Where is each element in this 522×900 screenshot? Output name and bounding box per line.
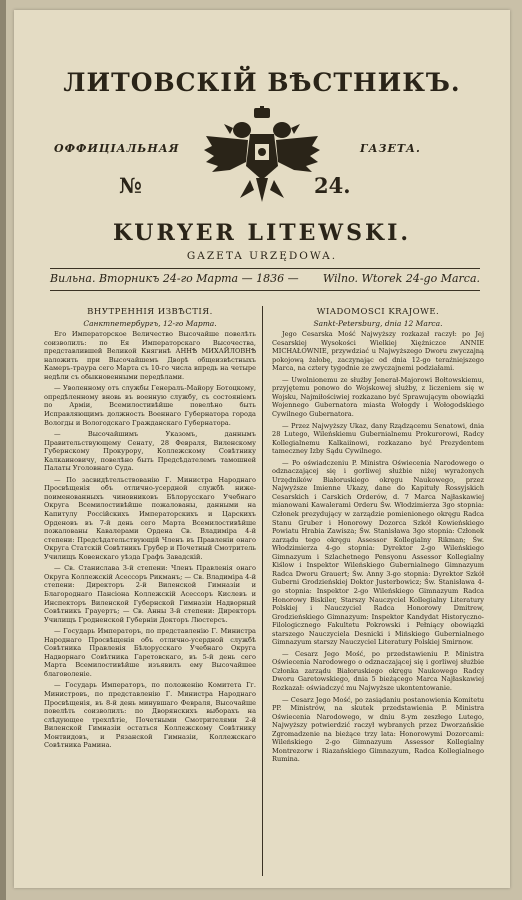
dateline-russian: Вильна. Вторникъ 24-го Марта — 1836 —	[50, 272, 299, 285]
paragraph: — Св. Станислава 3-й степени: Членъ Правленія онаго Округа Коллежскій Асессоръ Рикманъ; — Св. Владиміра 4-й степени: Директоръ 2-й Виленской Гимназіи и Благороднаго Пансіона Коллежскій Асессоръ Кислевъ и Инспекторъ Виленской Губернской Гимназіи Надворный Совѣтникъ Грауертъ; — Св. Анны 3-й степени: Директоръ Училищъ Гродненской Губерніи Докторъ Люстерсъ.	[44, 564, 256, 624]
paragraph: — Przez Najwyższy Ukaz, dany Rządzącemu Senatowi, dnia 28 Lutego, Wileńskiemu Gubernialnemu Prokurorowi, Radcy Kollegialnemu Kalkaiinowi, rozkazano być Prezydentem tameczney Izby Sądu Cywilnego.	[272, 421, 484, 456]
paragraph: Его Императорское Величество Высочайше повелѣть соизволилъ: по Ея Императорскаго Высочества, представлившей Великой Княгинѣ АННѢ МИХАЙЛОВНѢ наложить при Высочайшемъ Дворѣ общеизвѣстныхъ Камеръ-траура сего Марта съ 10-го числа впредь на четыре недѣли съ обыкновенными передѣлами.	[44, 330, 256, 381]
right-column-heading: WIADOMOŚCI KRAJOWE.	[316, 308, 440, 317]
paragraph: Jego Cesarska Mość Najwyższy rozkazał raczył: po Jej Cesarskiej Wysokości Wielkiej Xiężniczce ANNIE MICHAŁOWNIE, przywdziać u Najwyższego Dworu zwyczajną pokojową żałobę, zaczynając od dnia 12-go teraźniejszego Marca, na cztery tygodnie ze zwyczajnemi podziałami.	[272, 330, 484, 373]
paragraph: — Uwolnionemu ze służby Jenerał-Majorowi Bołtowskiemu, przyjętemu ponowo do Wojskowej służby, z liczeniem się w Wojsku, Najmiłościwiej rozkazano być Sprawującym obowiązki Wojennego Gubernatora miasta Wołogdy i Wołogodskiego Cywilnego Gubernatora.	[272, 375, 484, 419]
rule-bottom	[50, 290, 480, 291]
title-russian: ЛИТОВСКІЙ ВѢСТНИКЪ.	[63, 68, 461, 97]
issue-number: 24.	[314, 173, 351, 198]
newspaper-page	[14, 10, 510, 888]
paragraph: — Уволенному отъ службы Генералъ-Майору Ботоцкому, опредѣленному вновь въ военную службу, съ состояніемъ по Арміи, Всемилостивѣйше повелѣно быть Исправляющимъ должность Военнаго Губернатора города Вологды и Вологодскаго Гражданскаго Губернатора.	[44, 384, 256, 427]
right-masthead-word: ГАЗЕТА.	[360, 142, 421, 155]
left-column	[44, 308, 256, 753]
paragraph: — Cesarz Jego Mość, po zasiądaniu postanowienia Komitetu PP. Ministrów, na skutek przedstawienia P. Ministra Oświecenia Narodowego, w dniu 8-ym zeszłego Lutego, Najwyższy potwierdzić raczył wybranych przez Dworzańskie Zgromadzenie na bieżące trzy lata: Honorowymi Dozorcami: Wileńskiego 2-go Gimnazyum Assessor Kollegialny Montrezorw i Riazańskiego Gimnazyum, Radca Kollegialnego Rumina.	[272, 695, 484, 764]
double-headed-eagle-icon	[200, 106, 324, 210]
paragraph: — По засвидѣтельствованію Г. Министра Народнаго Просвѣщенія объ отлично-усердной службѣ ниже-поименованныхъ чиновниковъ Бѣлорусскаго Учебнаго Округа Всемилостивѣйше пожалованы, данными на Капитулу Россійскихъ Императорскихъ и Царскихъ Орденовъ въ 7-й день сего Марта Всемилостивѣйше пожалованы Кавалерами Ордена Св. Владиміра 4-й степени: Предсѣдательствующій Членъ въ Правленіи онаго Округа Статскій Совѣтникъ Грубер и Почетный Смотритель Училищъ Ковенскаго уѣзда Графъ Завадскій.	[44, 475, 256, 561]
paragraph: — Государь Императоръ, по положенію Комитета Гг. Министровъ, по представленію Г. Министра Народнаго Просвѣщенія, въ 8-й день минувшаго Февраля, Высочайше повелѣть соизволилъ: по Дворянскихъ выборахъ на слѣдующее трехлѣтіе, Почетными Смотрителями 2-й Виленской Гимназіи остаться Коллежскому Совѣтнику Монтвидовъ, и Рязанской Гимназіи, Коллежскаго Совѣтника Рамина.	[44, 681, 256, 750]
paragraph: — Cesarz Jego Mość, po przedstawieniu P. Ministra Oświecenia Narodowego o odznaczającej się i gorliwej służbie Członka zarządu Białoruskiego okręgu Naukowego Radcy Dworu Garetowskiego, dnia 5 bieżącego Marca Najłaskawiej Rozkazał: oświadczyć mu Najwyższe ukontentowanie.	[272, 649, 484, 692]
left-masthead-word: ОФФИЦІАЛЬНАЯ	[54, 142, 180, 155]
left-column-date: Санктпетербургъ, 12-го Марта.	[83, 318, 217, 328]
left-column-heading: ВНУТРЕННІЯ ИЗВѢСТІЯ.	[87, 308, 213, 317]
right-column-date: Sankt-Petersburg, dnia 12 Marca.	[313, 318, 443, 328]
paragraph: — Высочайшимъ Указомъ, даннымъ Правительствующему Сенату, 28 Февраля, Виленскому Губернскому Прокурору, Коллежскому Совѣтнику Калкаиновичу, повелѣно быть Предсѣдателемъ тамошней Палаты Уголовнаго Суда.	[44, 430, 256, 473]
rule-top	[50, 268, 480, 269]
paragraph: — Po oświadczeniu P. Ministra Oświecenia Narodowego o odznaczającej się i gorliwej służbie niżej wyrażonych Urzędników Białoruskiego okręgu Naukowego, przez Najwyższe Imienne Ukazy, dane do Kapituły Rossyjskich Cesarskich i Carskich Orderów, d. 7 Marca Najłaskawiej mianowani Kawalerami Orderu Św. Włodzimierza 3go stopnia: Członek prezydujący w zarządzie pomienionego okręgu Radca Stanu Gruber i Honorowy Dozorca Szkół Kowieńskiego Powiatu Hrabia Zawisza; Św. Stanisława 3go stopnia: Członek zarządu tego okręgu Assessor Kollegialny Rikman; Św. Włodzimierza 4-go stopnia: Dyrektor 2-go Wileńskiego Gimnazyum i Szlachetnego Pensyonu Assessor Kollegialny Kiślow i Inspektor Wileńskiego Gubernialnego Gimnazyum Radca Dworu Grauert; Św. Anny 3-go stopnia: Dyrektor Szkół Guberni Grodzieńskiej Doktor Justerbowicz; Św. Stanisława 4-go stopnia: Inspektor 2-go Wileńskiego Gimnazyum Radca Honorowy Biskiler, Starszy Nauczyciel Kollegialny Literatury Polskiej i Nauczyciel Radca Honorowy Dmitrew, Grodzieńskiego Gimnazyum: Inspektor Kandydat Historyczno-Filologicznego Fakultetu Pokrowski i Pełniący obowiązki starszego Nauczyciela Desnicki i Mińskiego Gubernialnego Gimnazyum starszy Nauczyciel Literatury Polskiej Smirnow.	[272, 458, 484, 647]
subtitle-polish: GAZETA URZĘDOWA.	[186, 250, 338, 262]
dateline	[50, 272, 480, 285]
paragraph: — Государь Императоръ, по представленію Г. Министра Народнаго Просвѣщенія объ отлично-усердной службѣ Совѣтника Правленія Бѣлорусскаго Учебнаго Округа Надворнаго Совѣтника Гаретовскаго, въ 5-й день сего Марта Всемилостивѣйше изъявилъ ему Высочайшее благоволеніе.	[44, 627, 256, 678]
number-label: №	[119, 173, 142, 198]
right-column	[272, 308, 484, 767]
scan-edge	[0, 0, 6, 900]
column-divider	[262, 306, 263, 876]
dateline-polish: Wilno. Wtorek 24-go Marca.	[322, 272, 480, 285]
title-polish: KURYER LITEWSKI.	[112, 220, 412, 246]
